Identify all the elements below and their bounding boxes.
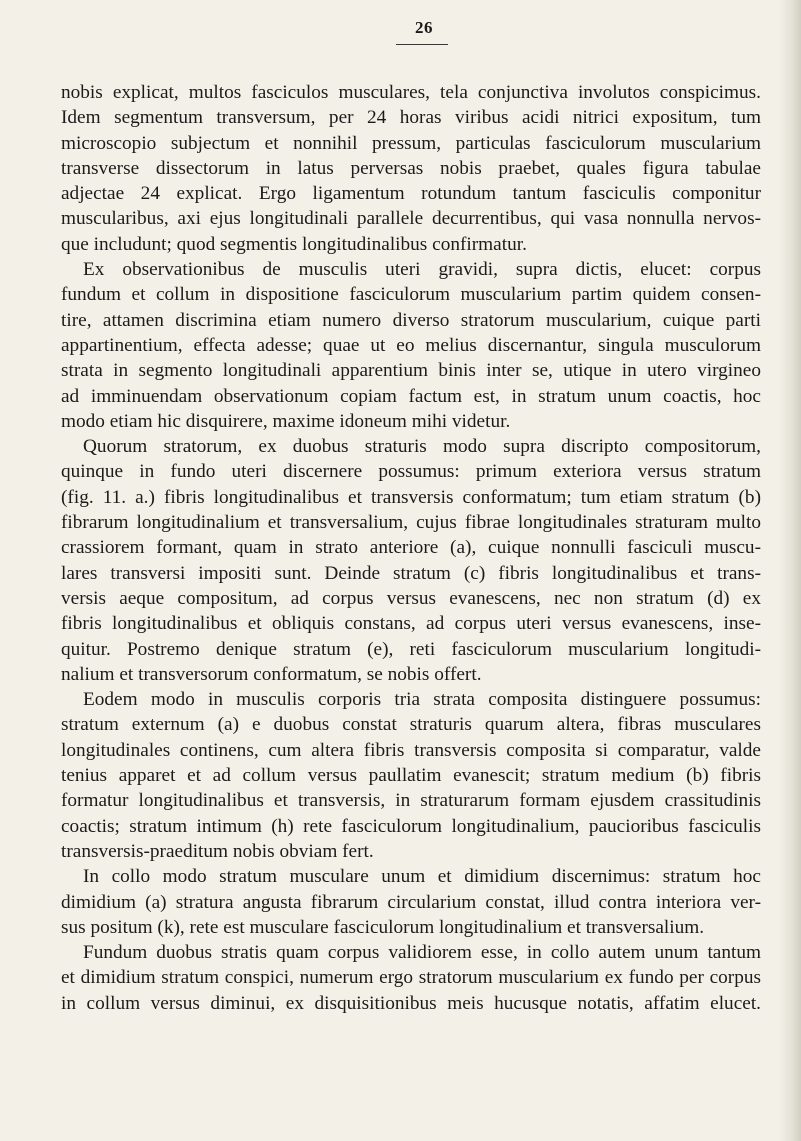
- text-line: appartinentium, effecta adesse; quae ut eo melius discernantur, singula musculorum: [61, 334, 761, 356]
- text-line: quinque in fundo uteri discernere possumus: primum exteriora versus stratum: [61, 461, 761, 483]
- text-line: transverse dissectorum in latus perversas nobis praebet, quales figura tabulae: [61, 157, 761, 179]
- text-line: modo etiam hic disquirere, maxime idoneum mihi videtur.: [61, 410, 511, 432]
- text-line: versis aeque compositum, ad corpus versus evanescens, nec non stratum (d) ex: [61, 587, 761, 609]
- text-line: muscularibus, axi ejus longitudinali parallele decurrentibus, qui vasa nonnulla nervos-: [61, 208, 761, 230]
- text-line: fibrarum longitudinalium et transversalium, cujus fibrae longitudinales straturam multo: [61, 512, 761, 534]
- text-line: sus positum (k), rete est musculare fasciculorum longitudinalium et transversalium.: [61, 916, 705, 938]
- paragraph: [61, 80, 761, 257]
- page-number: 26: [415, 18, 433, 37]
- text-line: lares transversi impositi sunt. Deinde stratum (c) fibris longitudinalibus et trans-: [61, 562, 761, 584]
- text-line: ad imminuendam observationum copiam factum est, in stratum unum coactis, hoc: [61, 385, 761, 407]
- text-line: nalium et transversorum conformatum, se nobis offert.: [61, 663, 482, 685]
- text-line: nobis explicat, multos fasciculos musculares, tela conjunctiva involutos conspicimus.: [61, 82, 761, 103]
- text-line: strata in segmento longitudinali apparentium binis inter se, utique in utero virgineo: [61, 360, 761, 382]
- page-edge-shadow: [779, 0, 801, 1141]
- header-rule: [396, 44, 448, 45]
- paragraph: [61, 940, 761, 1016]
- text-line: In collo modo stratum musculare unum et dimidium discernimus: stratum hoc: [83, 866, 761, 888]
- paragraph: [61, 687, 761, 864]
- text-line: Eodem modo in musculis corporis tria strata composita distinguere possumus:: [83, 689, 761, 711]
- text-line: fibris longitudinalibus et obliquis constans, ad corpus uteri versus evanescens, inse-: [61, 613, 761, 635]
- text-line: transversis-praeditum nobis obviam fert.: [61, 840, 374, 862]
- text-line: tire, attamen discrimina etiam numero diverso stratorum muscularium, cuique parti: [61, 309, 761, 331]
- text-line: stratum externum (a) e duobus constat straturis quarum altera, fibras musculares: [61, 714, 761, 736]
- text-line: longitudinales continens, cum altera fibris transversis composita si comparatur, valde: [61, 739, 761, 761]
- text-line: tenius apparet et ad collum versus paullatim evanescit; stratum medium (b) fibris: [61, 765, 761, 787]
- text-line: formatur longitudinalibus et transversis, in straturarum formam ejusdem crassitudinis: [61, 790, 761, 812]
- text-line: et dimidium stratum conspici, numerum ergo stratorum muscularium ex fundo per corpus: [61, 967, 761, 989]
- paragraph: [61, 434, 761, 687]
- text-line: (fig. 11. a.) fibris longitudinalibus et transversis conformatum; tum etiam stratum (b): [61, 486, 761, 508]
- text-line: Ex observationibus de musculis uteri gravidi, supra dictis, elucet: corpus: [83, 259, 761, 281]
- text-line: dimidium (a) stratura angusta fibrarum circularium constat, illud contra interiora ver-: [61, 891, 761, 913]
- text-line: quitur. Postremo denique stratum (e), reti fasciculorum muscularium longitudi-: [61, 638, 761, 660]
- paragraph: [61, 864, 761, 940]
- text-line: Idem segmentum transversum, per 24 horas viribus acidi nitrici expositum, tum: [61, 107, 761, 129]
- text-line: que includunt; quod segmentis longitudinalibus confirmatur.: [61, 233, 527, 255]
- text-line: in collum versus diminui, ex disquisitionibus meis hucusque notatis, affatim elucet.: [61, 992, 761, 1014]
- text-line: fundum et collum in dispositione fasciculorum muscularium partim quidem consen-: [61, 284, 761, 306]
- text-line: microscopio subjectum et nonnihil pressum, particulas fasciculorum muscularium: [61, 132, 761, 154]
- text-line: Quorum stratorum, ex duobus straturis modo supra discripto compositorum,: [83, 436, 761, 458]
- text-line: coactis; stratum intimum (h) rete fasciculorum longitudinalium, paucioribus fasciculis: [61, 815, 761, 837]
- body-text: [61, 80, 761, 1016]
- text-line: Fundum duobus stratis quam corpus validiorem esse, in collo autem unum tantum: [83, 942, 761, 964]
- text-line: crassiorem formant, quam in strato anteriore (a), cuique nonnulli fasciculi muscu-: [61, 537, 761, 559]
- text-line: adjectae 24 explicat. Ergo ligamentum rotundum tantum fasciculis componitur: [61, 183, 761, 205]
- paragraph: [61, 257, 761, 434]
